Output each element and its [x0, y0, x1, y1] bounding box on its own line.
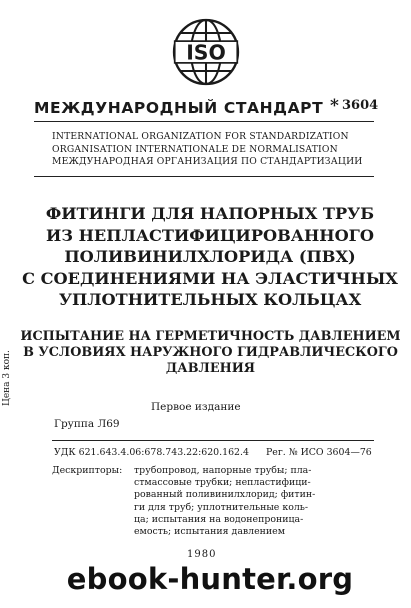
descriptor-line: стмассовые трубки; непластифици-	[134, 477, 311, 489]
title-line: С СОЕДИНЕНИЯМИ НА ЭЛАСТИЧНЫХ	[22, 268, 398, 288]
iso-logo-icon	[172, 18, 240, 86]
title-line: УПЛОТНИТЕЛЬНЫХ КОЛЬЦАХ	[58, 290, 362, 309]
price-label: Цена 3 коп.	[2, 350, 12, 406]
udk-code: УДК 621.643.4.06:678.743.22:620.162.4	[54, 447, 249, 458]
title-line: ФИТИНГИ ДЛЯ НАПОРНЫХ ТРУБ	[45, 204, 375, 223]
descriptor-line: рованный поливинилхлорид; фитин-	[134, 489, 316, 501]
document-title	[20, 203, 400, 311]
edition-label: Первое издание	[151, 401, 241, 413]
descriptors-label: Дескрипторы:	[52, 465, 123, 476]
publication-year: 1980	[187, 549, 217, 560]
descriptors-text	[134, 465, 376, 538]
organization-name-fr: ORGANISATION INTERNATIONALE DE NORMALISATION	[52, 143, 338, 155]
title-line: ИЗ НЕПЛАСТИФИЦИРОВАННОГО	[46, 225, 374, 245]
descriptor-line: ца; испытания на водонепроница-	[134, 513, 304, 525]
subtitle-line: ДАВЛЕНИЯ	[165, 361, 256, 376]
descriptor-line: трубопровод, напорные трубы; пла-	[134, 465, 312, 476]
header-rule-bottom	[34, 176, 374, 177]
descriptor-line: емость; испытания давлением	[134, 526, 286, 538]
header-rule-top	[34, 121, 374, 122]
watermark-text: ebook-hunter.org	[66, 562, 354, 596]
star-mark: *	[330, 96, 339, 116]
standard-heading: МЕЖДУНАРОДНЫЙ СТАНДАРТ	[34, 99, 324, 117]
udk-line	[54, 447, 374, 458]
group-label: Группа Л69	[54, 418, 120, 430]
udk-rule	[52, 440, 374, 441]
organization-name-ru: МЕЖДУНАРОДНАЯ ОРГАНИЗАЦИЯ ПО СТАНДАРТИЗАЦИИ	[52, 156, 363, 167]
descriptor-line: ги для труб; уплотнительные коль-	[134, 501, 309, 513]
subtitle-line: В УСЛОВИЯХ НАРУЖНОГО ГИДРАВЛИЧЕСКОГО	[23, 345, 398, 360]
iso-logo-text: ISO	[186, 40, 226, 65]
organization-names	[52, 131, 382, 169]
standard-number: 3604	[342, 98, 379, 113]
registration-number: Рег. № ИСО 3604—76	[266, 447, 372, 458]
document-subtitle	[18, 329, 403, 377]
organization-name-en: INTERNATIONAL ORGANIZATION FOR STANDARDIZATION	[52, 131, 349, 142]
subtitle-line: ИСПЫТАНИЕ НА ГЕРМЕТИЧНОСТЬ ДАВЛЕНИЕМ	[20, 329, 401, 344]
iso-logo-svg	[172, 18, 240, 86]
title-line: ПОЛИВИНИЛХЛОРИДА (ПВХ)	[64, 247, 356, 266]
